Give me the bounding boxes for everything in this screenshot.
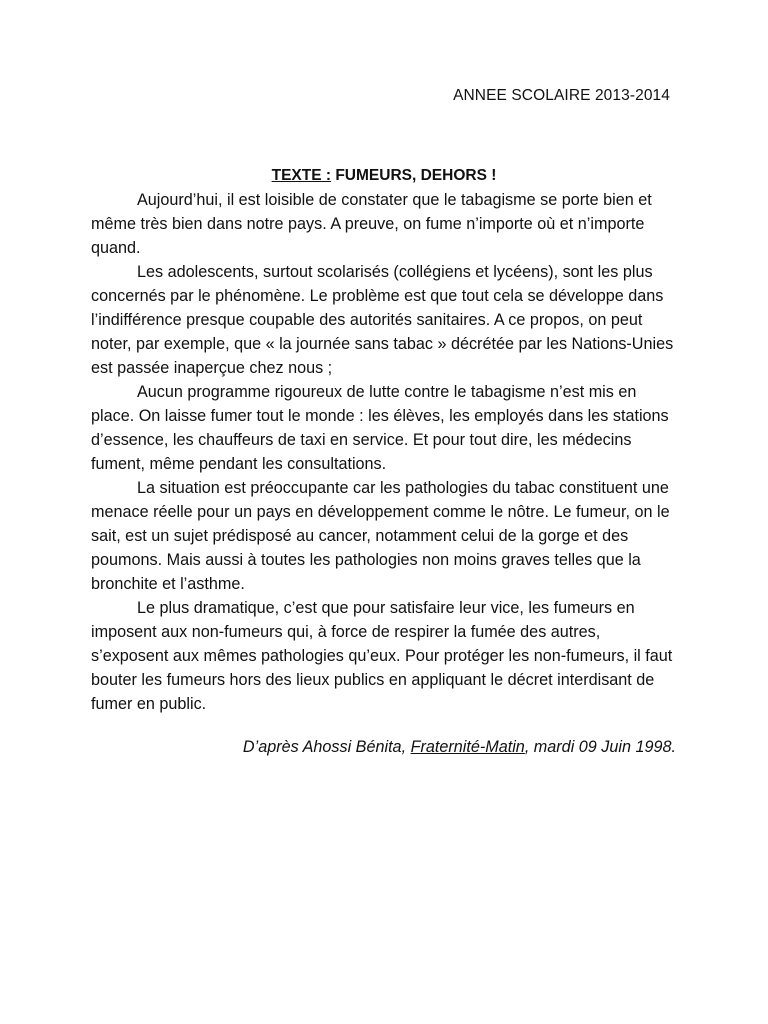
citation-suffix: , mardi 09 Juin 1998. [524,738,676,756]
school-year-header: ANNEE SCOLAIRE 2013-2014 [453,87,670,104]
citation [243,738,676,757]
paragraph: Le plus dramatique, c’est que pour satisfaire leur vice, les fumeurs en imposent aux non-fumeurs qui, à force de respirer la fumée des autres, s’exposent aux mêmes pathologies qu’eux. Pour protéger les non-fumeurs, il faut bouter les fumeurs hors des lieux publics en appliquant le décret interdisant de fumer en public. [91,599,673,713]
title-label: TEXTE : [271,167,332,184]
paragraph: Aujourd’hui, il est loisible de constater que le tabagisme se porte bien et même très bien dans notre pays. A preuve, on fume n’importe où et n’importe quand. [91,191,652,257]
paragraph: Aucun programme rigoureux de lutte contre le tabagisme n’est mis en place. On laisse fumer tout le monde : les élèves, les employés dans les stations d’essence, les chauffeurs de taxi en service. Et pour tout dire, les médecins fument, même pendant les consultations. [91,383,669,473]
text-title [0,167,768,185]
text-body [91,188,679,716]
citation-source: Fraternité-Matin [410,738,525,756]
title-text: FUMEURS, DEHORS ! [331,167,497,184]
paragraph: La situation est préoccupante car les pathologies du tabac constituent une menace réelle pour un pays en développement comme le nôtre. Le fumeur, on le sait, est un sujet prédisposé au cancer, notamment celui de la gorge et des poumons. Mais aussi à toutes les pathologies non moins graves telles que la bronchite et l’asthme. [91,479,670,593]
paragraph: Les adolescents, surtout scolarisés (collégiens et lycéens), sont les plus concernés par le phénomène. Le problème est que tout cela se développe dans l’indifférence presque coupable des autorités sanitaires. A ce propos, on peut noter, par exemple, que « la journée sans tabac » décrétée par les Nations-Unies est passée inaperçue chez nous ; [91,263,674,377]
citation-prefix: D’après Ahossi Bénita, [242,738,411,756]
